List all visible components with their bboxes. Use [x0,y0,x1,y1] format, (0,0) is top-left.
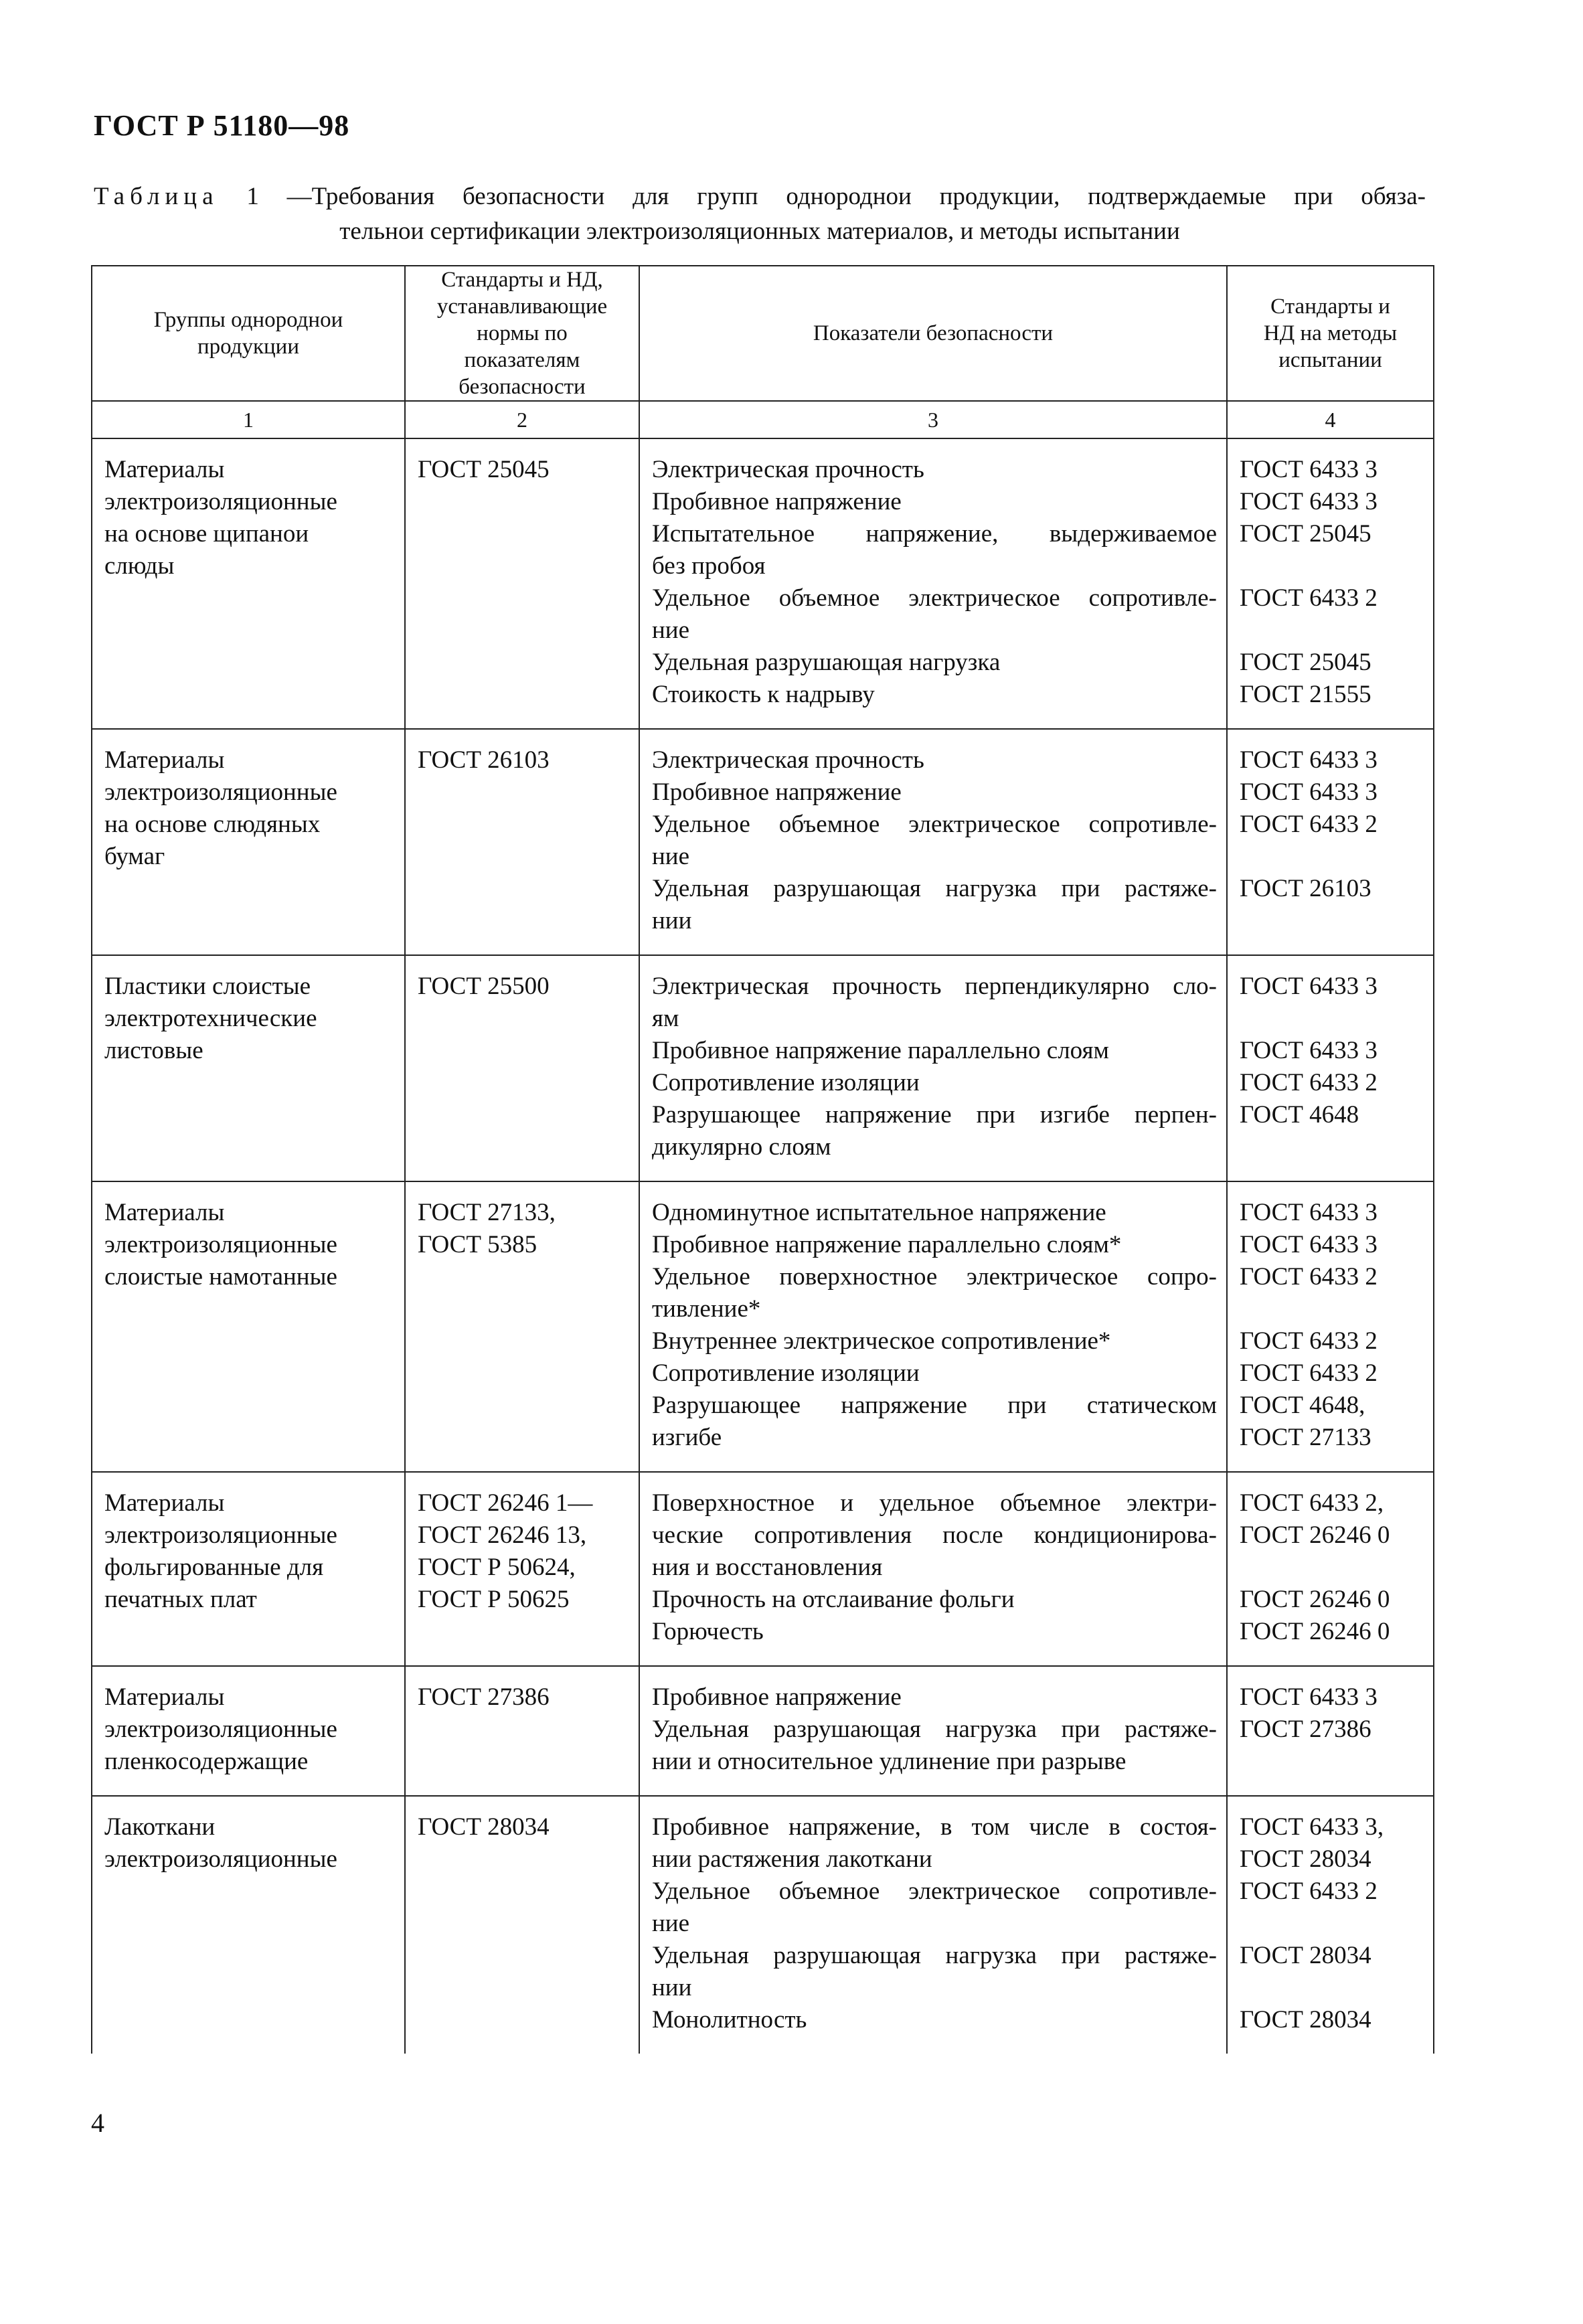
test-method-block [1240,1940,1426,2004]
safety-indicator-line: Пробивное напряжение параллельно слоям* [652,1231,1122,1258]
safety-indicator-line: нии [652,1974,692,2001]
product-group-line: слоистые намотанные [104,1263,337,1291]
header-norm-standards: Стандарты и НД, устанавливающие нормы по показателям безопасности [405,266,639,401]
test-method: ГОСТ 27133 [1240,1424,1371,1451]
safety-indicator-line: Удельное объемное электрическое сопротивле- [652,811,1217,838]
product-group-cell [92,1472,405,1666]
table-row [92,1472,1434,1666]
norm-standards-cell [405,955,639,1181]
test-method: ГОСТ 28034 [1240,1845,1371,1873]
test-method-block [1240,1357,1426,1390]
test-method: ГОСТ 6433 2 [1240,1263,1378,1291]
safety-indicator-line: Внутреннее электрическое сопротивление* [652,1327,1111,1355]
safety-indicator [652,1035,1217,1067]
test-method: ГОСТ 6433 2 [1240,1878,1378,1905]
test-method-block [1240,1487,1426,1584]
safety-indicator-line: Удельное объемное электрическое сопротивле- [652,1878,1217,1905]
safety-indicator-line: Горючесть [652,1618,764,1645]
test-method-block [1240,809,1426,873]
product-group-line: листовые [104,1037,203,1064]
safety-indicator [652,1390,1217,1454]
product-group-line: на основе слюдяных [104,811,321,838]
norm-standard: ГОСТ Р 50625 [418,1586,570,1613]
safety-indicators-cell [639,729,1227,955]
norm-standards-cell [405,438,639,729]
column-number: 3 [639,401,1227,438]
safety-indicator-line: Пробивное напряжение [652,778,902,806]
safety-indicator-line: Удельная разрушающая нагрузка при растяже- [652,1942,1217,1969]
safety-indicator [652,744,1217,776]
product-group-line: Пластики слоистые [104,973,311,1000]
table-row [92,438,1434,729]
test-methods-cell [1227,955,1434,1181]
safety-indicator [652,647,1217,679]
product-group-line: Материалы [104,1489,225,1517]
test-method: ГОСТ 6433 3 [1240,1231,1378,1258]
safety-indicator [652,1229,1217,1261]
safety-indicator [652,454,1217,486]
safety-indicator [652,1584,1217,1616]
page-number: 4 [91,2108,104,2138]
safety-indicator-line: нии [652,907,692,934]
test-method: ГОСТ 6433 2 [1240,1359,1378,1387]
test-method-block [1240,1714,1426,1778]
norm-standard: ГОСТ 27133, [418,1199,556,1226]
product-group-line: печатных плат [104,1586,257,1613]
test-method: ГОСТ 27386 [1240,1716,1371,1743]
test-method-block [1240,1325,1426,1357]
test-method-block [1240,744,1426,776]
header-test-methods: Стандарты и НД на методы испытании [1227,266,1434,401]
test-method-block [1240,518,1426,582]
test-method-block [1240,1035,1426,1067]
safety-indicator-line: Пробивное напряжение, в том числе в состоя- [652,1813,1217,1841]
safety-indicator-line: нии растяжения лакоткани [652,1845,932,1873]
safety-indicator-line: Электрическая прочность [652,746,924,774]
product-group-line: электроизоляционные [104,488,337,515]
safety-indicator-line: Удельное поверхностное электрическое сопро- [652,1263,1217,1291]
test-method-block [1240,1229,1426,1261]
product-group-line: электроизоляционные [104,1716,337,1743]
product-group-cell [92,438,405,729]
norm-standard: ГОСТ 27386 [418,1683,550,1711]
product-group-line: Материалы [104,456,225,483]
safety-indicator [652,776,1217,809]
safety-indicator-line: Удельная разрушающая нагрузка [652,649,1001,676]
norm-standard: ГОСТ 26246 1— [418,1489,593,1517]
safety-indicator [652,873,1217,937]
product-group-line: Материалы [104,1199,225,1226]
safety-indicator-line: ние [652,1910,690,1937]
test-method-block [1240,2004,1426,2036]
test-method: ГОСТ 21555 [1240,681,1371,708]
product-group-line: фольгированные для [104,1554,324,1581]
table-row [92,1666,1434,1796]
norm-standard: ГОСТ 25045 [418,456,550,483]
test-method: ГОСТ 6433 2 [1240,811,1378,838]
test-method: ГОСТ 4648 [1240,1101,1359,1129]
test-method: ГОСТ 6433 3 [1240,973,1378,1000]
safety-indicator-line: Прочность на отслаивание фольги [652,1586,1015,1613]
safety-indicator-line: Разрушающее напряжение при изгибе перпен- [652,1101,1217,1129]
norm-standards-cell [405,1181,639,1472]
safety-indicators-cell [639,1472,1227,1666]
product-group-line: пленкосодержащие [104,1748,309,1775]
product-group-line: электротехнические [104,1005,317,1032]
column-number: 4 [1227,401,1434,438]
safety-indicator [652,518,1217,582]
safety-indicator-line: Электрическая прочность [652,456,924,483]
test-method-block [1240,1584,1426,1616]
table-row [92,955,1434,1181]
test-method-block [1240,1876,1426,1940]
safety-indicator-line: Сопротивление изоляции [652,1359,920,1387]
product-group-cell [92,1181,405,1472]
safety-indicator-line: ние [652,616,690,644]
safety-indicator-line: Стоикость к надрыву [652,681,875,708]
test-method: ГОСТ 6433 3 [1240,1037,1378,1064]
safety-indicator [652,971,1217,1035]
safety-indicators-cell [639,1796,1227,2054]
table-caption [94,179,1426,249]
header-safety-indicators: Показатели безопасности [639,266,1227,401]
test-methods-cell [1227,729,1434,955]
safety-indicator [652,486,1217,518]
safety-indicator [652,1940,1217,2004]
product-group-line: электроизоляционные [104,1845,337,1873]
test-method: ГОСТ 25045 [1240,649,1371,676]
safety-requirements-table [91,265,1434,2054]
safety-indicator [652,1261,1217,1325]
safety-indicator [652,1487,1217,1584]
safety-indicators-cell [639,1181,1227,1472]
column-number: 2 [405,401,639,438]
safety-indicator-line: Испытательное напряжение, выдерживаемое [652,520,1217,548]
safety-indicators-cell [639,1666,1227,1796]
product-group-line: Материалы [104,1683,225,1711]
safety-indicator-line: Пробивное напряжение параллельно слоям [652,1037,1109,1064]
test-method-block [1240,1390,1426,1454]
test-method: ГОСТ 6433 3 [1240,488,1378,515]
safety-indicators-cell [639,438,1227,729]
test-method: ГОСТ 6433 3 [1240,746,1378,774]
column-number: 1 [92,401,405,438]
safety-indicator [652,1357,1217,1390]
test-method: ГОСТ 6433 3 [1240,1683,1378,1711]
table-row [92,1181,1434,1472]
safety-indicator-line: Пробивное напряжение [652,1683,902,1711]
safety-indicator-line: Одноминутное испытательное напряжение [652,1199,1106,1226]
safety-indicator [652,1099,1217,1163]
safety-indicator-line: тивление* [652,1295,761,1323]
test-method: ГОСТ 6433 2 [1240,584,1378,612]
safety-indicator-line: изгибе [652,1424,722,1451]
test-method-block [1240,1197,1426,1229]
safety-indicator-line: Удельное объемное электрическое сопротивле- [652,584,1217,612]
test-method: ГОСТ 6433 3 [1240,1199,1378,1226]
test-method: ГОСТ 6433 2, [1240,1489,1384,1517]
safety-indicator [652,1067,1217,1099]
norm-standard: ГОСТ 5385 [418,1231,537,1258]
norm-standard: ГОСТ 25500 [418,973,550,1000]
norm-standard: ГОСТ 26103 [418,746,550,774]
safety-indicator-line: ние [652,843,690,870]
product-group-line: электроизоляционные [104,778,337,806]
safety-indicator-line: нии и относительное удлинение при разрыве [652,1748,1127,1775]
safety-indicator-line: Сопротивление изоляции [652,1069,920,1096]
test-method-block [1240,454,1426,486]
product-group-cell [92,955,405,1181]
safety-indicator-line: Удельная разрушающая нагрузка при растяже- [652,1716,1217,1743]
test-method-block [1240,873,1426,937]
test-method: ГОСТ 28034 [1240,1942,1371,1969]
safety-indicator [652,809,1217,873]
test-method: ГОСТ 6433 2 [1240,1069,1378,1096]
product-group-line: бумаг [104,843,165,870]
table-row [92,1796,1434,2054]
safety-indicator [652,582,1217,647]
safety-indicator-line: без пробоя [652,552,766,580]
safety-indicator [652,1325,1217,1357]
caption-line-1 [94,179,1426,214]
test-method-block [1240,1681,1426,1714]
test-method: ГОСТ 6433 2 [1240,1327,1378,1355]
safety-indicator [652,1197,1217,1229]
norm-standard: ГОСТ Р 50624, [418,1554,576,1581]
safety-indicator-line: ческие сопротивления после кондиционирова- [652,1521,1217,1549]
test-method-block [1240,1616,1426,1648]
safety-indicator-line: Монолитность [652,2006,807,2033]
test-methods-cell [1227,1666,1434,1796]
test-method-block [1240,647,1426,679]
test-method: ГОСТ 25045 [1240,520,1371,548]
test-methods-cell [1227,438,1434,729]
test-method: ГОСТ 6433 3, [1240,1813,1384,1841]
test-method: ГОСТ 28034 [1240,2006,1371,2033]
test-method: ГОСТ 26246 0 [1240,1521,1390,1549]
test-method-block [1240,582,1426,647]
test-method-block [1240,1067,1426,1099]
test-methods-cell [1227,1181,1434,1472]
safety-indicator [652,1616,1217,1648]
test-method: ГОСТ 4648, [1240,1392,1365,1419]
norm-standards-cell [405,1666,639,1796]
product-group-cell [92,729,405,955]
caption-line-1-text: —Требования безопасности для групп однороднои продукции, подтверждаемые при обяза- [286,183,1426,210]
safety-indicator [652,679,1217,711]
test-method-block [1240,679,1426,711]
header-product-groups: Группы однороднои продукции [92,266,405,401]
test-methods-cell [1227,1796,1434,2054]
caption-number: 1 [246,183,259,210]
column-numbers-row [92,401,1434,438]
norm-standard: ГОСТ 26246 13, [418,1521,587,1549]
norm-standards-cell [405,1796,639,2054]
safety-indicator-line: ям [652,1005,679,1032]
test-method: ГОСТ 26246 0 [1240,1618,1390,1645]
safety-indicator [652,1681,1217,1714]
test-method-block [1240,486,1426,518]
safety-indicator-line: Разрушающее напряжение при статическом [652,1392,1217,1419]
product-group-line: слюды [104,552,175,580]
product-group-line: электроизоляционные [104,1231,337,1258]
product-group-cell [92,1796,405,2054]
table-row [92,729,1434,955]
product-group-line: электроизоляционные [104,1521,337,1549]
test-method: ГОСТ 6433 3 [1240,456,1378,483]
safety-indicator-line: Поверхностное и удельное объемное электри- [652,1489,1217,1517]
test-methods-cell [1227,1472,1434,1666]
table-body [92,401,1434,2054]
safety-indicators-cell [639,955,1227,1181]
norm-standard: ГОСТ 28034 [418,1813,550,1841]
test-method: ГОСТ 26103 [1240,875,1371,902]
test-method: ГОСТ 26246 0 [1240,1586,1390,1613]
test-method-block [1240,971,1426,1035]
test-method: ГОСТ 6433 3 [1240,778,1378,806]
norm-standards-cell [405,729,639,955]
safety-indicator-line: дикулярно слоям [652,1133,831,1161]
test-method-block [1240,1261,1426,1325]
safety-indicator-line: Удельная разрушающая нагрузка при растяже- [652,875,1217,902]
product-group-line: на основе щипанои [104,520,309,548]
caption-label: Таблица [94,183,219,210]
test-method-block [1240,776,1426,809]
safety-indicator-line: ния и восстановления [652,1554,883,1581]
safety-indicator [652,2004,1217,2036]
product-group-line: Лакоткани [104,1813,216,1841]
product-group-line: Материалы [104,746,225,774]
safety-indicator [652,1811,1217,1876]
test-method-block [1240,1811,1426,1876]
safety-indicator-line: Электрическая прочность перпендикулярно сло- [652,973,1217,1000]
document-code: ГОСТ Р 51180—98 [94,109,350,142]
test-method-block [1240,1099,1426,1163]
norm-standards-cell [405,1472,639,1666]
caption-line-2: тельнои сертификации электроизоляционных материалов, и методы испытании [339,218,1180,245]
safety-indicator [652,1876,1217,1940]
safety-indicator-line: Пробивное напряжение [652,488,902,515]
product-group-cell [92,1666,405,1796]
safety-indicator [652,1714,1217,1778]
